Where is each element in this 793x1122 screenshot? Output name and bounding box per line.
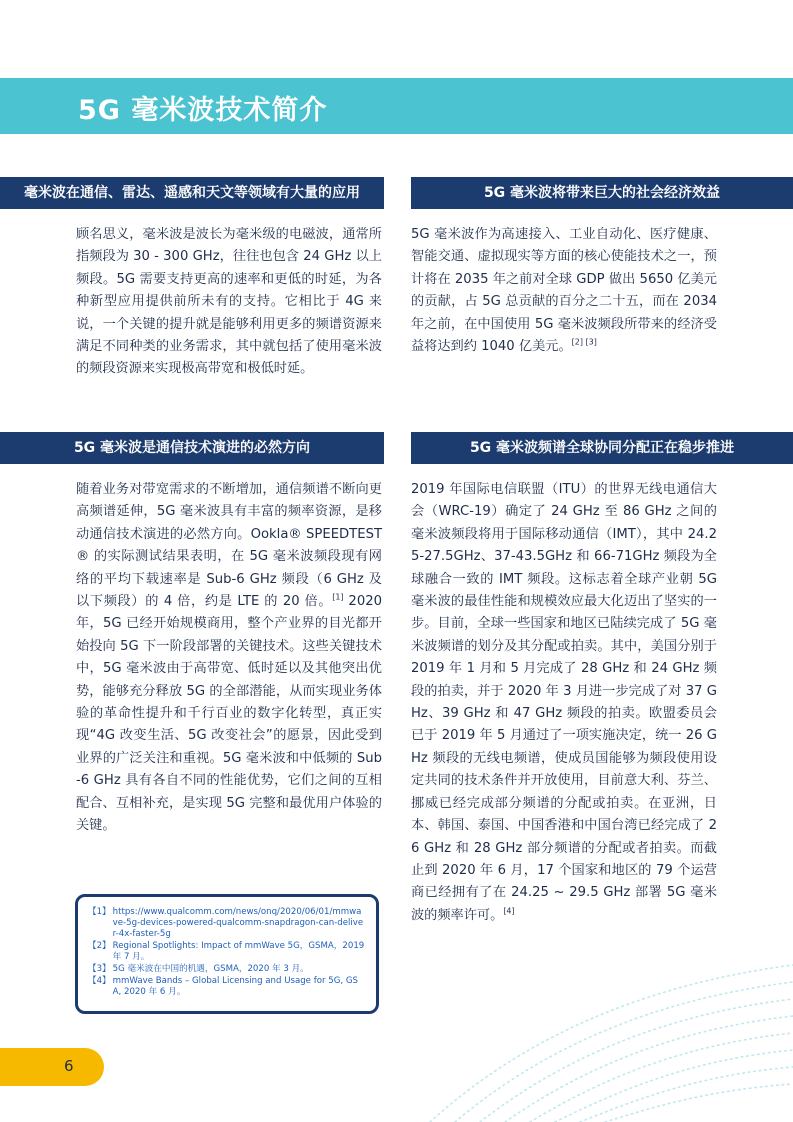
section-body-spectrum-allocation <box>411 479 717 927</box>
citation-4: [4] <box>503 906 515 916</box>
reference-number: 【4】 <box>88 976 111 986</box>
reference-text: 5G 毫米波在中国的机遇，GSMA，2020 年 3 月。 <box>112 964 309 974</box>
reference-number: 【3】 <box>88 964 111 974</box>
title-bar <box>0 78 793 134</box>
page-number: 6 <box>64 1057 74 1075</box>
spectrum-allocation-text: 2019 年国际电信联盟（ITU）的世界无线电通信大会（WRC-19）确定了 24 GHz 至 86 GHz 之间的毫米波频段将用于国际移动通信（IMT），其中 24.25-27.5GHz、37-43.5GHz 和 66-71GHz 频段为全球融合一致的 IMT 频段。这标志着全球产业朝 5G 毫米波的最佳性能和规模效应最大化迈出了坚实的一步。目前，全球一些国家和地区已陆续完成了 5G 毫米波频谱的划分及其分配或拍卖。其中，美国分别于 2019 年 1 月和 5 月完成了 28 GHz 和 24 GHz 频段的拍卖，并于 2020 年 3 月进一步完成了对 37 GHz、39 GHz 和 47 GHz 频段的拍卖。欧盟委员会已于 2019 年 5 月通过了一项实施决定，统一 26 GHz 频段的无线电频谱，使成员国能够为频段使用设定共同的技术条件并开放使用，目前意大利、芬兰、挪威已经完成部分频谱的分配或拍卖。在亚洲，日本、韩国、泰国、中国香港和中国台湾已经完成了 26 GHz 和 28 GHz 部分频谱的分配或者拍卖。而截止到 2020 年 6 月，17 个国家和地区的 79 个运营商已经拥有了在 24.25 ~ 29.5 GHz 部署 5G 毫米波的频率许可。 <box>411 482 717 923</box>
reference-number: 【1】 <box>88 907 111 917</box>
reference-text: Regional Spotlights: Impact of mmWave 5G，GSMA，2019 年 7 月。 <box>112 941 365 962</box>
reference-item <box>88 941 366 963</box>
economic-benefit-text: 5G 毫米波作为高速接入、工业自动化、医疗健康、智能交通、虚拟现实等方面的核心使能技术之一，预计将在 2035 年之前对全球 GDP 做出 5650 亿美元的贡献，占 5G 总贡献的百分之二十五，而在 2034 年之前，在中国使用 5G 毫米波频段所带来的经济受益将达到约 1040 亿美元。 <box>411 227 717 355</box>
section-heading-economic-benefit: 5G 毫米波将带来巨大的社会经济效益 <box>411 177 793 209</box>
section-body-evolution <box>76 479 382 838</box>
references-box <box>75 894 379 1014</box>
section-body-economic-benefit <box>411 224 717 358</box>
reference-item[interactable] <box>88 907 366 940</box>
section-body-applications: 顾名思义，毫米波是波长为毫米级的电磁波，通常所指频段为 30 - 300 GHz，往往也包含 24 GHz 以上频段。5G 需要支持更高的速率和更低的时延，为各种新型应用提供前所未有的支持。它相比于 4G 来说，一个关键的提升就是能够利用更多的频谱资源来满足不同种类的业务需求，其中就包括了使用毫米波的频段资源来实现极高带宽和极低时延。 <box>76 227 382 377</box>
citation-2-3: [2] [3] <box>571 337 597 347</box>
reference-text: mmWave Bands – Global Licensing and Usage for 5G, GSA, 2020 年 6 月。 <box>112 976 358 997</box>
reference-item <box>88 964 366 975</box>
section-heading-evolution: 5G 毫米波是通信技术演进的必然方向 <box>0 432 384 464</box>
reference-item <box>88 976 366 998</box>
section-heading-applications: 毫米波在通信、雷达、遥感和天文等领域有大量的应用 <box>0 177 384 209</box>
evolution-text-part1: 随着业务对带宽需求的不断增加，通信频谱不断向更高频谱延伸，5G 毫米波具有丰富的频率资源，是移动通信技术演进的必然方向。Ookla® SPEEDTEST® 的实际测试结果表明，在 5G 毫米波频段现有网络的平均下载速率是 Sub-6 GHz 频段（6 GHz 及以下频段）的 4 倍，约是 LTE 的 20 倍。 <box>76 482 382 610</box>
evolution-text-part2: 2020 年，5G 已经开始规模商用，整个产业界的目光都开始投向 5G 下一阶段部署的关键技术。这些关键技术中，5G 毫米波由于高带宽、低时延以及其他突出优势，能够充分释放 5G 的全部潜能，从而实现业务体验的革命性提升和千行百业的数字化转型，真正实现“4G 改变生活、5G 改变社会”的愿景，因此受到业界的广泛关注和重视。5G 毫米波和中低频的 Sub-6 GHz 具有各自不同的性能优势，它们之间的互相配合、互相补充，是实现 5G 完整和最优用户体验的关键。 <box>76 594 382 834</box>
section-heading-spectrum-allocation: 5G 毫米波频谱全球协同分配正在稳步推进 <box>411 432 793 464</box>
citation-1: [1] <box>332 592 344 602</box>
reference-number: 【2】 <box>88 941 111 951</box>
page-number-tab <box>0 1048 104 1086</box>
page-title: 5G 毫米波技术简介 <box>78 95 328 126</box>
reference-link[interactable]: https://www.qualcomm.com/news/onq/2020/06/01/mmwave-5g-devices-powered-qualcomm-snapdragon-can-deliver-4x-faster-5g <box>112 907 364 939</box>
